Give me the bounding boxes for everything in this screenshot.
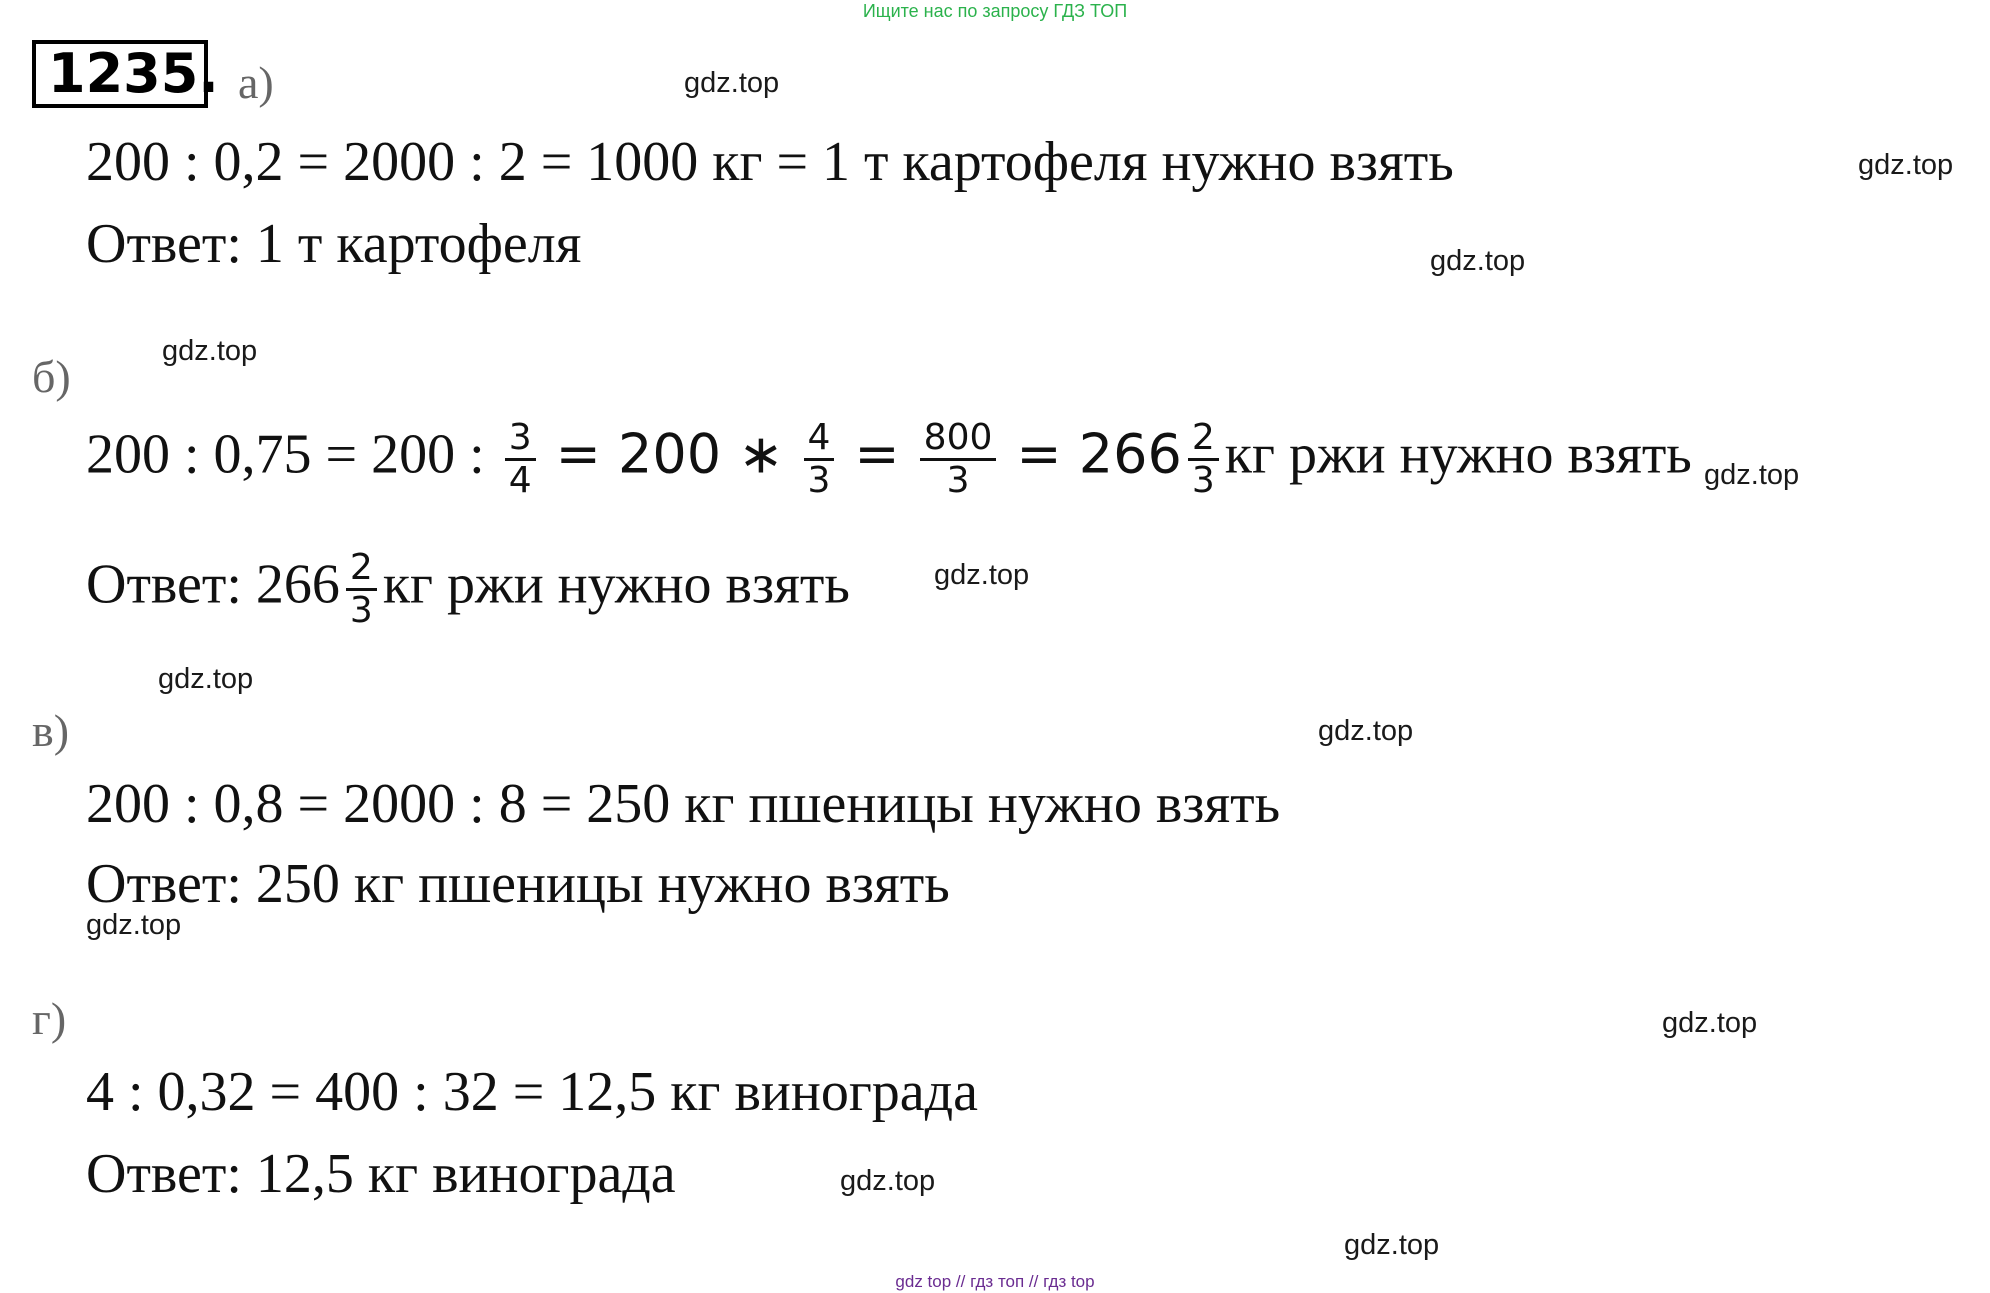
frac1-den: 4 <box>508 460 532 501</box>
fraction-4-3 <box>804 418 835 501</box>
watermark: gdz.top <box>1318 715 1414 747</box>
part-b-answer-end: кг ржи нужно взять <box>382 553 850 616</box>
frac1-num: 3 <box>505 418 536 461</box>
watermark: gdz.top <box>162 335 258 367</box>
fraction-3-4 <box>505 418 536 501</box>
watermark: gdz.top <box>1344 1229 1440 1261</box>
frac2-den: 3 <box>807 460 831 501</box>
part-b-solution-start: 200 : 0,75 = 200 : <box>86 423 485 486</box>
watermark: gdz.top <box>1662 1007 1758 1039</box>
answer-frac-num: 2 <box>346 548 377 591</box>
frac3-den: 3 <box>946 460 970 501</box>
part-b-mid1: = 200 ∗ <box>555 422 784 486</box>
part-b-solution-end: кг ржи нужно взять <box>1224 423 1692 486</box>
part-b-label: б) <box>32 351 71 402</box>
header-note: Ищите нас по запросу ГДЗ ТОП <box>862 1 1128 21</box>
frac4-num: 2 <box>1188 418 1219 461</box>
part-b-answer-start: Ответ: 266 <box>86 553 340 616</box>
problem-number: 1235. <box>32 40 208 108</box>
watermark: gdz.top <box>86 909 182 941</box>
watermark: gdz.top <box>1430 245 1526 277</box>
watermark: gdz.top <box>934 559 1030 591</box>
footer-note: gdz top // гдз топ // гдз top <box>895 1272 1095 1291</box>
part-a-solution: 200 : 0,2 = 2000 : 2 = 1000 кг = 1 т картофеля нужно взять <box>86 131 1454 193</box>
part-d-solution: 4 : 0,32 = 400 : 32 = 12,5 кг винограда <box>86 1061 979 1123</box>
part-b-answer <box>86 548 850 631</box>
watermark: gdz.top <box>1704 459 1800 491</box>
fraction-800-3 <box>920 418 997 501</box>
answer-fraction-2-3 <box>346 548 377 631</box>
part-a-label: а) <box>238 57 274 108</box>
watermark: gdz.top <box>158 663 254 695</box>
part-c-answer: Ответ: 250 кг пшеницы нужно взять <box>86 853 950 915</box>
fraction-2-3 <box>1188 418 1219 501</box>
part-c-label: в) <box>32 705 70 756</box>
part-b-solution <box>86 418 1692 501</box>
part-d-label: г) <box>32 993 67 1044</box>
part-b-mid3: = 266 <box>1016 422 1182 486</box>
part-b-mid2: = <box>854 422 900 486</box>
frac2-num: 4 <box>804 418 835 461</box>
watermark: gdz.top <box>1858 149 1954 181</box>
part-c-solution: 200 : 0,8 = 2000 : 8 = 250 кг пшеницы нужно взять <box>86 773 1281 835</box>
problem-number-text: 1235 <box>48 42 199 105</box>
frac3-num: 800 <box>920 418 997 461</box>
part-d-answer: Ответ: 12,5 кг винограда <box>86 1143 676 1205</box>
frac4-den: 3 <box>1191 460 1215 501</box>
part-a-answer: Ответ: 1 т картофеля <box>86 213 582 275</box>
answer-frac-den: 3 <box>349 590 373 631</box>
watermark: gdz.top <box>684 67 780 99</box>
watermark: gdz.top <box>840 1165 936 1197</box>
